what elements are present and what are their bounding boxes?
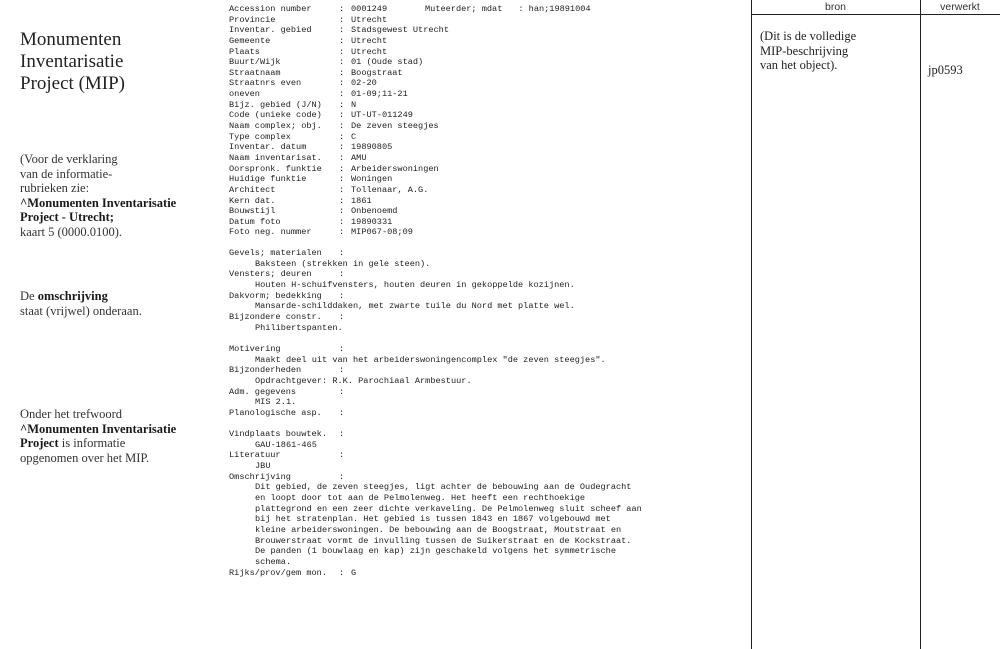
column-header-verwerkt: verwerkt — [940, 1, 980, 13]
field-separator: : — [339, 311, 345, 322]
field-separator: : — [339, 25, 345, 36]
field-row — [229, 36, 749, 47]
keyword-note — [20, 407, 210, 465]
field-separator: : — [339, 429, 345, 440]
field-key: Inventar. gebied — [229, 25, 312, 36]
field-key: Architect — [229, 184, 276, 195]
field-key: Bijz. gebied (J/N) — [229, 99, 322, 110]
section-key: Planologische asp. — [229, 407, 322, 418]
section-body: Philibertspanten. — [255, 322, 343, 333]
field-separator: : — [339, 407, 345, 418]
info-note — [20, 152, 210, 240]
mutator — [425, 4, 591, 15]
field-value: Stadsgewest Utrecht — [351, 25, 449, 36]
field-separator: : — [339, 290, 345, 301]
note-text: is informatie — [58, 436, 126, 451]
section-key: Motivering — [229, 343, 281, 354]
section-body: GAU-1861-465 — [255, 439, 317, 450]
note-text: De — [20, 289, 38, 303]
field-row — [229, 132, 749, 143]
header-rule — [751, 14, 1000, 15]
note-line: staat (vrijwel) onderaan. — [20, 303, 142, 318]
field-value: 19890331 — [351, 216, 393, 227]
section-key: Bijzondere constr. — [229, 311, 322, 322]
field-key: Plaats — [229, 46, 260, 57]
field-row — [229, 568, 749, 579]
field-key: Inventar. datum — [229, 142, 307, 153]
field-key: Straatnrs even — [229, 78, 302, 89]
section-gap — [229, 333, 749, 344]
field-row — [229, 153, 749, 164]
field-key: Straatnaam — [229, 67, 281, 78]
field-key: Accession number — [229, 4, 312, 14]
field-separator: : — [339, 110, 345, 121]
mutator-value: : han;19891004 — [518, 4, 591, 14]
field-value: UT-UT-011249 — [351, 110, 413, 121]
field-separator: : — [339, 269, 345, 280]
field-separator: : — [339, 163, 345, 174]
note-line: Onder het trefwoord — [20, 407, 123, 421]
field-key: Foto neg. nummer — [229, 227, 312, 238]
field-separator: : — [339, 142, 345, 153]
section-title — [229, 269, 749, 280]
field-row — [229, 15, 749, 26]
field-key: Huidige funktie — [229, 174, 307, 185]
section-key: Literatuur — [229, 450, 281, 461]
field-row — [229, 68, 749, 79]
section-key: Bijzonderheden — [229, 365, 302, 376]
field-value: Boogstraat — [351, 67, 403, 78]
field-row — [229, 47, 749, 58]
field-row — [229, 100, 749, 111]
column-divider — [920, 0, 921, 649]
section-key: Dakvorm; bedekking — [229, 290, 322, 301]
section-list — [229, 248, 749, 567]
reference-link[interactable]: ^Monumenten Inventarisatie — [20, 421, 177, 436]
mutator-label: Muteerder; mdat — [425, 4, 503, 14]
field-key: Gemeente — [229, 35, 271, 46]
section-body: Baksteen (strekken in gele steen). — [255, 258, 431, 269]
field-separator: : — [339, 121, 345, 132]
section-body: Dit gebied, de zeven steegjes, ligt achter de bebouwing aan de Oudegracht en loopt door tot aan de Pelmolenweg. Het heeft een rechthoekige plattegrond en een zeer dichte verkaveling. De Pelmolenweg sluit scheef aan bij het stratenplan. Het gebied is tussen 1843 en 1867 volgebouwd met kleine arbeiderswoningen. De bebouwing aan de Boogstraat, Moutstraat en Brouwerstraat vormt de invulling tussen de Suikerstraat en de Kockstraat. De panden (1 bouwlaag en kap) zijn geschakeld volgens het symmetrische schema. — [255, 482, 642, 567]
field-key: Kern dat. — [229, 195, 276, 206]
field-separator: : — [339, 46, 345, 57]
field-separator: : — [339, 343, 345, 354]
field-value: G — [351, 567, 357, 578]
field-value: 0001249 — [351, 4, 388, 14]
section-body: Houten H-schuifvensters, houten deuren in gekoppelde kozijnen. — [255, 280, 575, 291]
field-value: 01-09;11-21 — [351, 89, 408, 100]
reference-link[interactable]: Project - Utrecht; — [20, 210, 114, 225]
record — [229, 4, 749, 578]
title-line: Inventarisatie — [20, 51, 124, 72]
section-title — [229, 450, 749, 461]
field-separator: : — [339, 248, 345, 259]
section-title — [229, 387, 749, 398]
field-separator: : — [339, 195, 345, 206]
field-separator: : — [339, 99, 345, 110]
field-key: Bouwstijl — [229, 206, 276, 217]
section-title — [229, 344, 749, 355]
field-separator: : — [339, 152, 345, 163]
section-body: MIS 2.1. — [255, 397, 297, 408]
field-key: Code (unieke code) — [229, 110, 322, 121]
field-value: Tollenaar, A.G. — [351, 184, 429, 195]
field-row — [229, 185, 749, 196]
column-header-bron: bron — [824, 1, 846, 13]
section-body: Maakt deel uit van het arbeiderswoningencomplex "de zeven steegjes". — [255, 354, 606, 365]
field-value: Utrecht — [351, 14, 388, 25]
field-separator: : — [339, 365, 345, 376]
verwerkt-value: jp0593 — [928, 63, 963, 77]
bron-line: (Dit is de volledige — [760, 29, 857, 43]
field-value: Utrecht — [351, 35, 388, 46]
field-row — [229, 142, 749, 153]
field-key: Naam complex; obj. — [229, 121, 322, 132]
field-key: oneven — [229, 89, 260, 100]
note-line: (Voor de verklaring — [20, 152, 118, 166]
field-row — [229, 78, 749, 89]
field-separator: : — [339, 4, 345, 14]
title-line: Project (MIP) — [20, 73, 126, 94]
section-key: Vindplaats bouwtek. — [229, 429, 327, 440]
field-separator: : — [339, 227, 345, 238]
field-row — [229, 25, 749, 36]
bron-line: MIP-beschrijving — [760, 43, 849, 58]
field-separator: : — [339, 131, 345, 142]
field-value: Arbeiderswoningen — [351, 163, 439, 174]
field-value: 1861 — [351, 195, 372, 206]
section-gap — [229, 418, 749, 429]
field-key: Buurt/Wijk — [229, 57, 281, 68]
field-row — [229, 174, 749, 185]
field-row — [229, 217, 749, 228]
column-divider — [751, 0, 752, 649]
section-key: Adm. gegevens — [229, 386, 297, 397]
field-row — [229, 89, 749, 100]
field-value: MIP067-08;09 — [351, 227, 413, 238]
field-separator: : — [339, 14, 345, 25]
field-key: Oorspronk. funktie — [229, 163, 322, 174]
bron-line: van het object). — [760, 58, 838, 73]
field-separator: : — [339, 386, 345, 397]
field-separator: : — [339, 67, 345, 78]
note-bold: omschrijving — [37, 289, 108, 303]
section-title — [229, 248, 749, 259]
field-value: 02-20 — [351, 78, 377, 89]
field-separator: : — [339, 567, 345, 578]
field-value: AMU — [351, 152, 367, 163]
section-key: Omschrijving — [229, 471, 291, 482]
section-body: Mansarde-schilddaken, met zwarte tuile du Nord met platte wel. — [255, 301, 575, 312]
description-note — [20, 289, 210, 318]
section-title — [229, 291, 749, 302]
field-value: C — [351, 131, 357, 142]
field-separator: : — [339, 184, 345, 195]
field-key: Naam inventarisat. — [229, 152, 322, 163]
section-title — [229, 429, 749, 440]
field-row — [229, 196, 749, 207]
field-key: Type complex — [229, 131, 291, 142]
field-row — [229, 121, 749, 132]
sidebar-title — [20, 29, 205, 95]
section-title — [229, 365, 749, 376]
note-line: rubrieken zie: — [20, 181, 90, 196]
field-separator: : — [339, 78, 345, 89]
note-line: van de informatie- — [20, 166, 113, 181]
section-title — [229, 472, 749, 483]
note-line: opgenomen over het MIP. — [20, 450, 150, 465]
field-value: 01 (Oude stad) — [351, 57, 424, 68]
field-value: Onbenoemd — [351, 206, 398, 217]
field-value: 19890805 — [351, 142, 393, 153]
reference-link[interactable]: ^Monumenten Inventarisatie — [20, 195, 177, 210]
field-value: Utrecht — [351, 46, 388, 57]
field-value: De zeven steegjes — [351, 121, 439, 132]
field-key: Datum foto — [229, 216, 281, 227]
section-key: Gevels; materialen — [229, 248, 322, 259]
bron-text — [760, 29, 910, 73]
field-separator: : — [339, 471, 345, 482]
field-row — [229, 164, 749, 175]
field-separator: : — [339, 57, 345, 68]
section-body: Opdrachtgever: R.K. Parochiaal Armbestuur. — [255, 375, 472, 386]
field-separator: : — [339, 35, 345, 46]
field-separator: : — [339, 216, 345, 227]
field-key: Provincie — [229, 14, 276, 25]
field-row — [229, 227, 749, 238]
field-separator: : — [339, 174, 345, 185]
section-key: Vensters; deuren — [229, 269, 312, 280]
field-list — [229, 4, 749, 238]
field-row — [229, 57, 749, 68]
note-line: kaart 5 (0000.0100). — [20, 224, 123, 239]
field-value: N — [351, 99, 357, 110]
section-body: JBU — [255, 461, 271, 472]
field-key: Rijks/prov/gem mon. — [229, 567, 327, 578]
field-separator: : — [339, 89, 345, 100]
field-row — [229, 206, 749, 217]
field-separator: : — [339, 450, 345, 461]
field-separator: : — [339, 206, 345, 217]
field-value: Woningen — [351, 174, 393, 185]
title-line: Monumenten — [20, 29, 122, 50]
reference-link[interactable]: Project — [20, 436, 59, 451]
field-row — [229, 110, 749, 121]
section-title — [229, 408, 749, 419]
section-title — [229, 312, 749, 323]
